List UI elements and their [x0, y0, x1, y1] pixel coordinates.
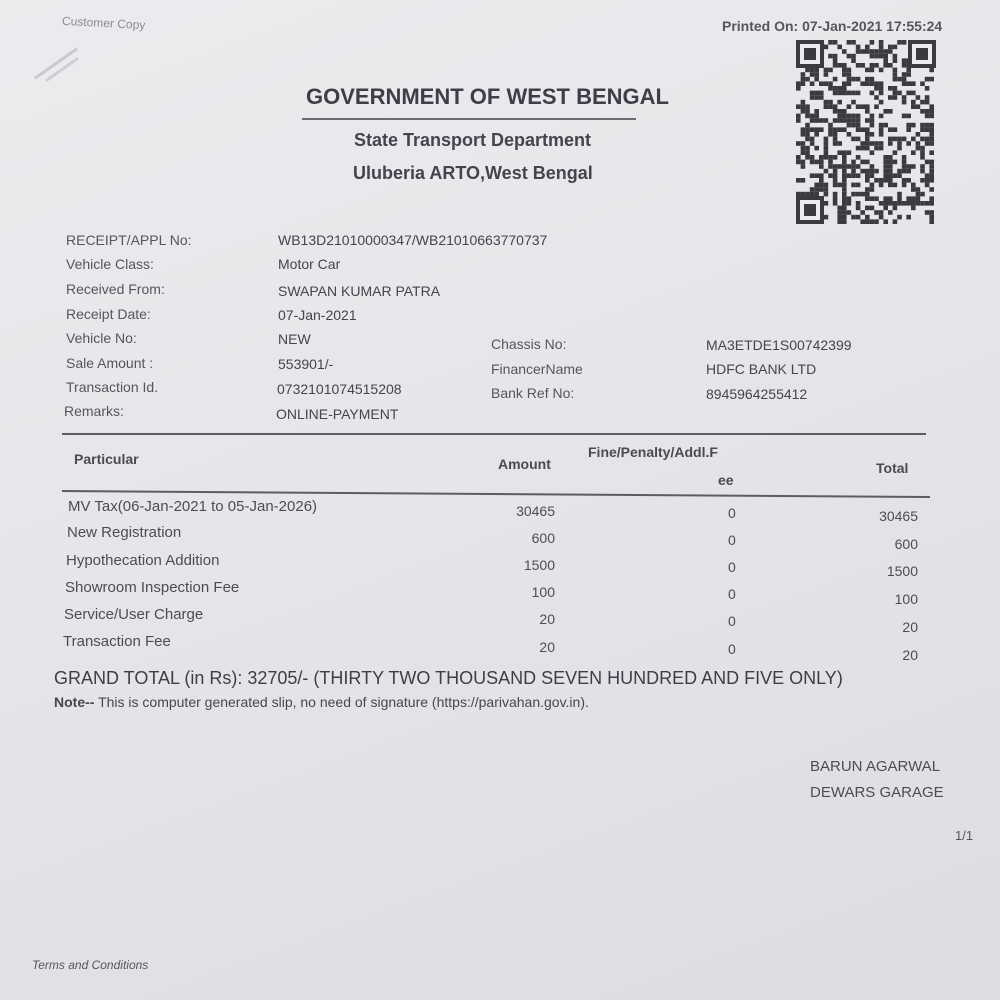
row-amount: 100 — [531, 584, 555, 600]
row-amount: 600 — [531, 530, 555, 546]
row-amount: 20 — [539, 611, 555, 627]
row-particular: Hypothecation Addition — [66, 552, 220, 569]
page-number: 1/1 — [955, 828, 974, 843]
row-fine: 0 — [728, 505, 736, 521]
transaction-label: Transaction Id. — [66, 379, 159, 395]
title-underline — [302, 118, 636, 120]
sale-amount-value: 553901/- — [278, 356, 334, 372]
row-particular: Service/User Charge — [64, 606, 204, 623]
row-particular: Showroom Inspection Fee — [65, 579, 240, 596]
vehicle-class-value: Motor Car — [278, 256, 341, 272]
vehicle-no-label: Vehicle No: — [66, 330, 137, 346]
row-total: 600 — [894, 536, 918, 552]
grand-total: GRAND TOTAL (in Rs): 32705/- (THIRTY TWO THOUSAND SEVEN HUNDRED AND FIVE ONLY) — [54, 668, 843, 688]
receipt-date-label: Receipt Date: — [66, 306, 151, 322]
receipt-value: WB13D21010000347/WB21010663770737 — [278, 232, 548, 248]
row-fine: 0 — [728, 559, 736, 575]
receipt-label: RECEIPT/APPL No: — [66, 232, 192, 248]
received-from-value: SWAPAN KUMAR PATRA — [278, 283, 441, 299]
row-total: 30465 — [879, 508, 918, 524]
col-fine-line2: ee — [718, 472, 734, 488]
bankref-value: 8945964255412 — [706, 386, 808, 402]
table-header-rule — [62, 490, 930, 498]
col-particular: Particular — [74, 451, 139, 467]
office-name: Uluberia ARTO,West Bengal — [353, 163, 593, 183]
row-amount: 20 — [539, 639, 555, 655]
received-from-label: Received From: — [66, 281, 165, 297]
remarks-value: ONLINE-PAYMENT — [276, 406, 399, 422]
row-total: 20 — [902, 647, 918, 663]
printed-on: Printed On: 07-Jan-2021 17:55:24 — [722, 18, 943, 34]
row-total: 20 — [902, 619, 918, 635]
sale-amount-label: Sale Amount : — [66, 355, 154, 371]
row-amount: 30465 — [516, 503, 555, 519]
signatory-name: BARUN AGARWAL — [810, 758, 941, 775]
note-text: This is computer generated slip, no need of signature (https://parivahan.gov.in). — [94, 694, 589, 710]
financer-value: HDFC BANK LTD — [706, 361, 817, 377]
row-fine: 0 — [728, 641, 736, 657]
row-total: 100 — [894, 591, 918, 607]
bankref-label: Bank Ref No: — [491, 385, 575, 401]
department-name: State Transport Department — [354, 130, 592, 150]
qr-code-icon — [796, 40, 936, 224]
col-amount: Amount — [498, 456, 551, 472]
row-fine: 0 — [728, 532, 736, 548]
transaction-value: 0732101074515208 — [277, 381, 402, 397]
row-particular: New Registration — [67, 524, 182, 541]
note-label: Note-- — [54, 694, 95, 710]
signatory-org: DEWARS GARAGE — [810, 784, 944, 801]
row-particular: MV Tax(06-Jan-2021 to 05-Jan-2026) — [68, 498, 318, 515]
note — [54, 694, 589, 710]
chassis-label: Chassis No: — [491, 336, 567, 352]
row-fine: 0 — [728, 613, 736, 629]
col-total: Total — [876, 460, 909, 476]
table-top-rule — [62, 433, 926, 435]
row-total: 1500 — [886, 563, 918, 579]
financer-label: FinancerName — [491, 361, 583, 377]
row-amount: 1500 — [523, 557, 555, 573]
remarks-label: Remarks: — [64, 403, 124, 419]
row-particular: Transaction Fee — [63, 633, 171, 650]
receipt-date-value: 07-Jan-2021 — [278, 307, 357, 323]
col-fine-line1: Fine/Penalty/Addl.F — [588, 444, 718, 460]
copy-label: Customer Copy — [61, 13, 146, 33]
row-fine: 0 — [728, 586, 736, 602]
page-title: GOVERNMENT OF WEST BENGAL — [306, 84, 669, 109]
chassis-value: MA3ETDE1S00742399 — [706, 337, 852, 353]
vehicle-class-label: Vehicle Class: — [66, 256, 154, 272]
vehicle-no-value: NEW — [278, 331, 311, 347]
terms-link[interactable]: Terms and Conditions — [32, 958, 149, 972]
